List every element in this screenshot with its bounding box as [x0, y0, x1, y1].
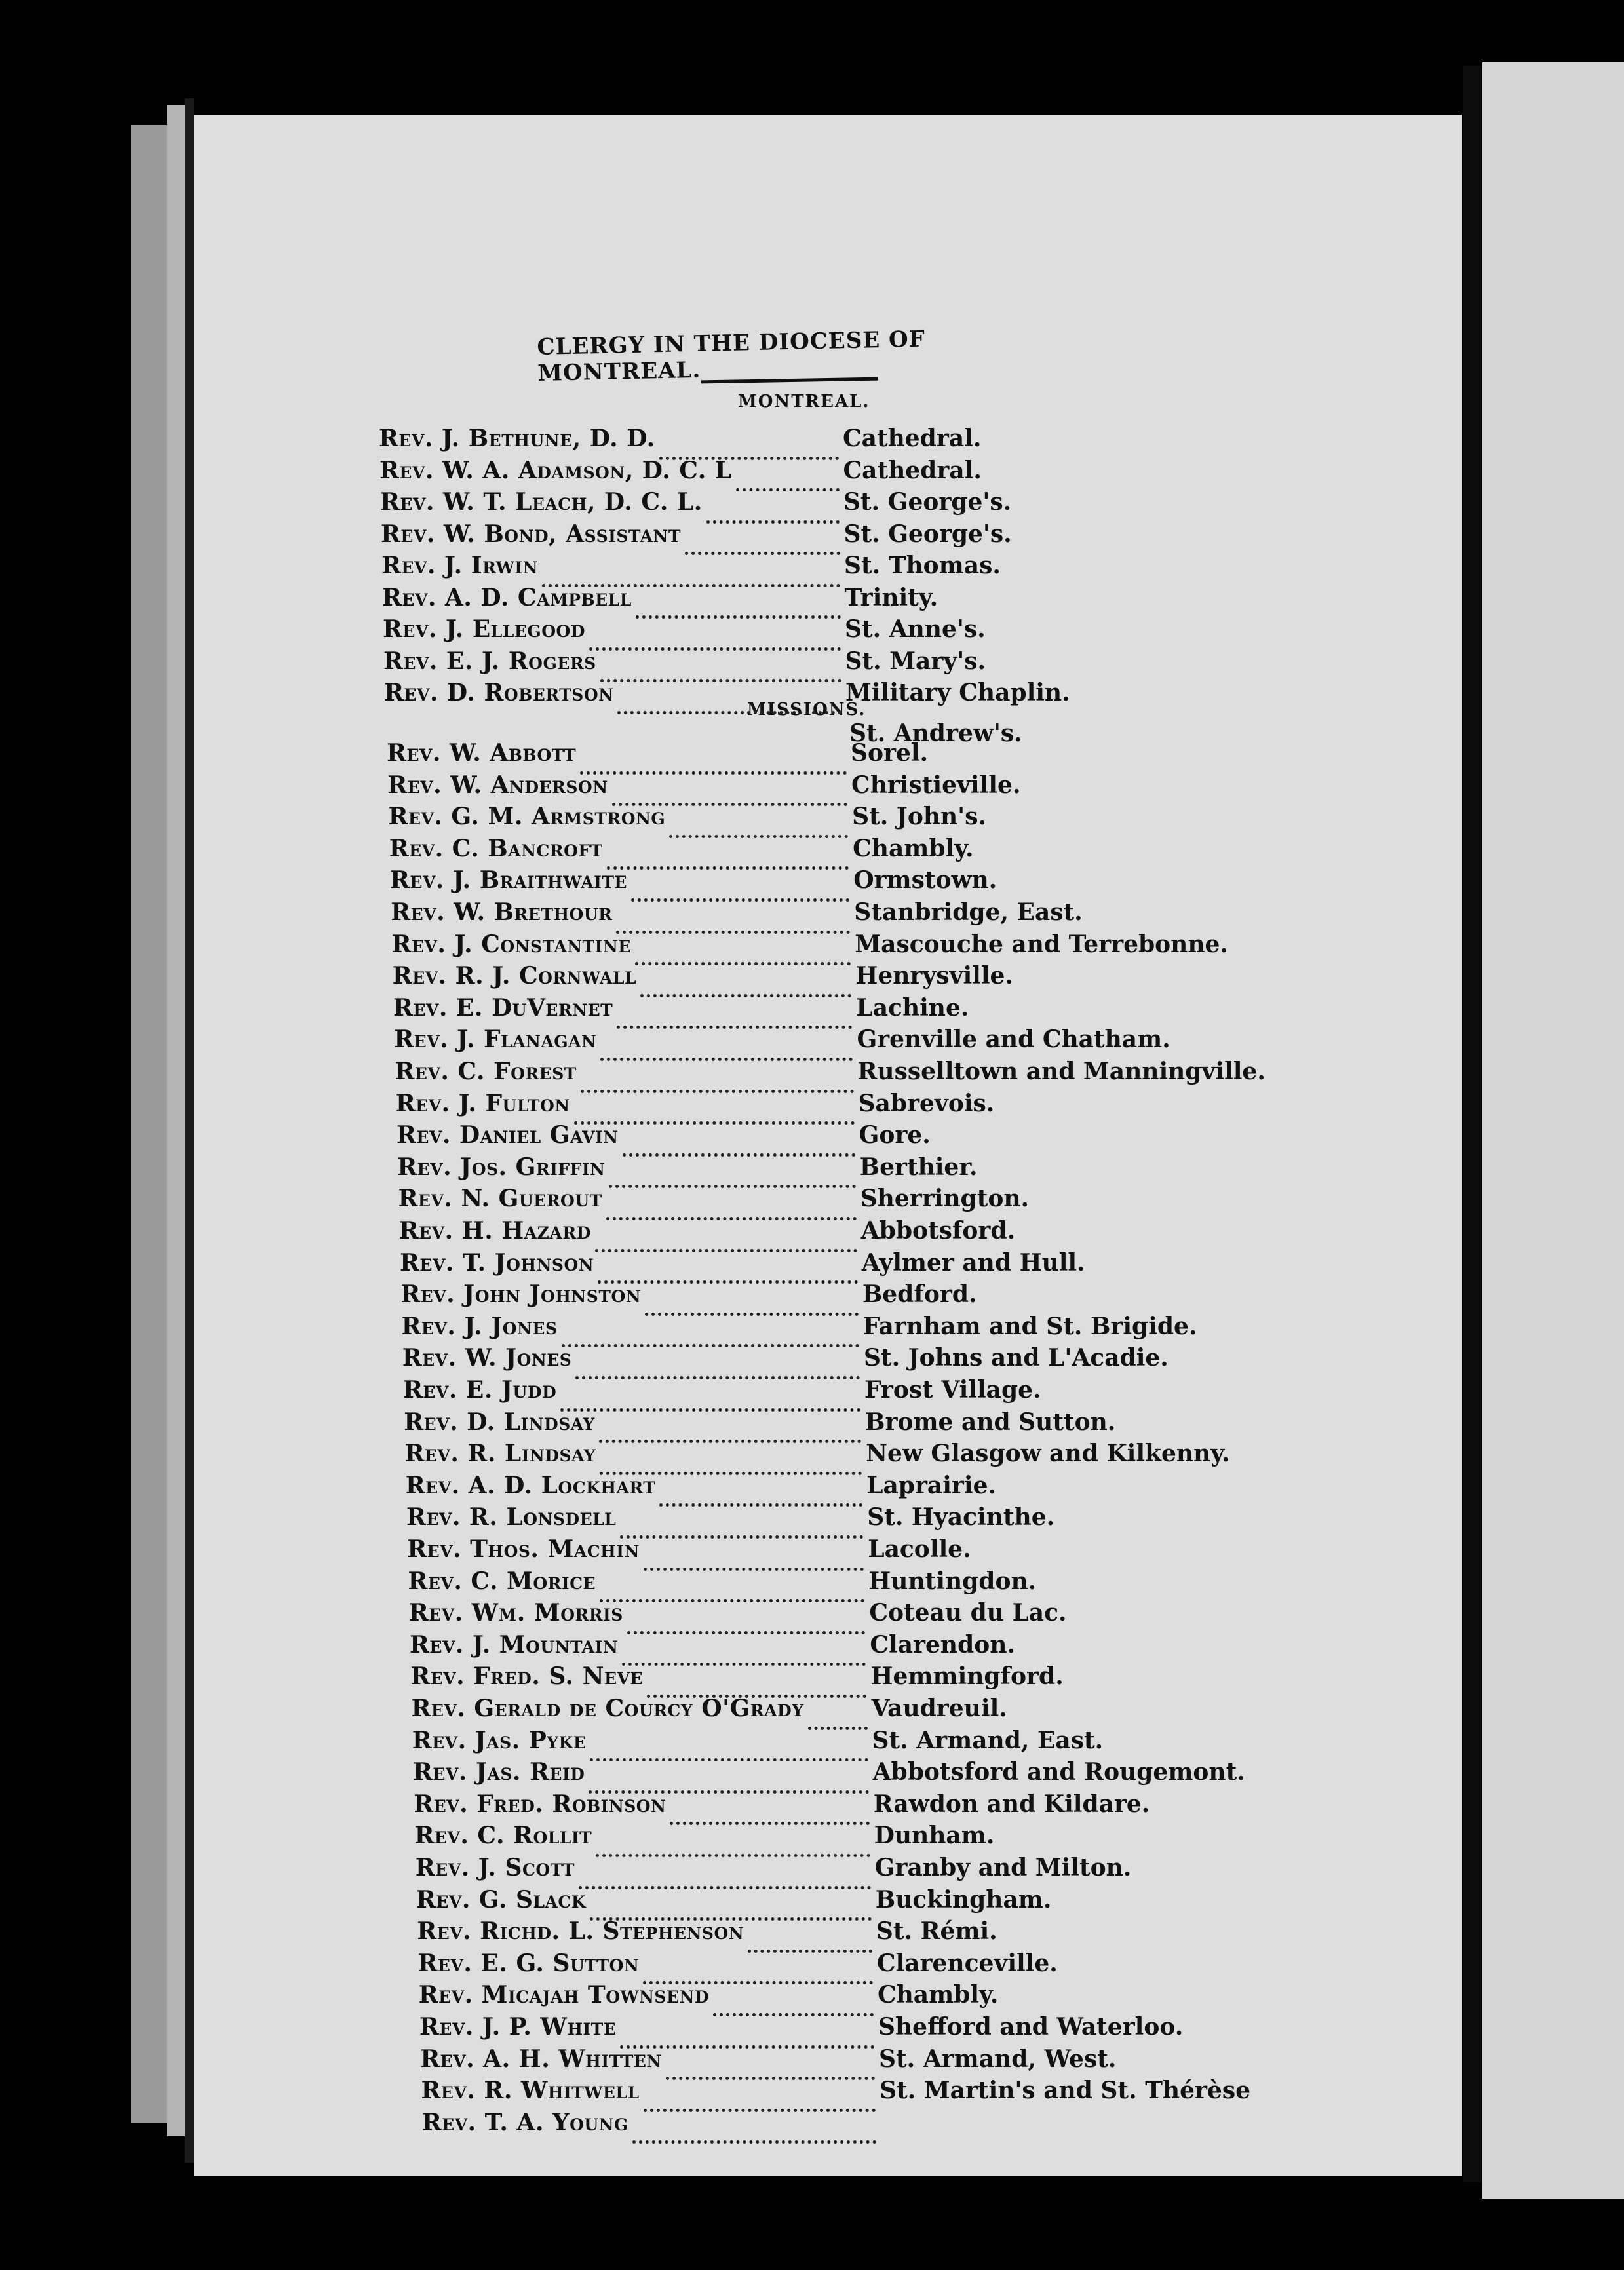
parish-name: St. Armand, East. [872, 1726, 1104, 1754]
clergy-name: Rev. C. Forest [395, 1058, 577, 1085]
clergy-entry [405, 1440, 1325, 1472]
leader-dots [600, 1034, 853, 1061]
leader-dots [590, 1735, 868, 1761]
parish-name: Chambly. [877, 1981, 999, 2009]
clergy-entry [417, 1917, 1335, 1950]
parish-name: Rawdon and Kildare. [873, 1790, 1150, 1818]
parish-name: Sorel. [851, 739, 929, 767]
clergy-name: Rev. J. Irwin [381, 552, 538, 579]
leader-dots [612, 779, 847, 806]
clergy-name: Rev. D. Robertson [384, 679, 614, 706]
clergy-name: Rev. J. Braithwaite [390, 866, 627, 895]
clergy-entry [396, 1090, 1317, 1123]
clergy-entry [415, 1822, 1333, 1855]
leader-dots [590, 1894, 872, 1921]
parish-name: St. George's. [843, 488, 1012, 516]
clergy-name: Rev. John Johnston [400, 1280, 642, 1309]
parish-name: Brome and Sutton. [865, 1408, 1116, 1436]
clergy-entry [409, 1599, 1328, 1632]
leader-dots [713, 1990, 874, 2016]
clergy-entry [412, 1727, 1331, 1760]
clergy-name: Rev. Jos. Griffin [397, 1153, 606, 1181]
parish-name: Russelltown and Manningville. [857, 1058, 1266, 1085]
leader-dots [560, 1385, 860, 1412]
leader-dots [607, 843, 849, 870]
leader-dots [643, 1957, 873, 1984]
parish-name: Abbotsford. [860, 1217, 1016, 1244]
parish-name: St. Anne's. [845, 615, 986, 643]
parish-name: Lachine. [856, 993, 969, 1022]
clergy-entry [408, 1568, 1328, 1600]
clergy-entry [389, 835, 1311, 868]
clergy-name: Rev. H. Hazard [398, 1217, 591, 1244]
clergy-name: Rev. Jas. Reid [413, 1758, 585, 1786]
leader-dots [596, 1830, 870, 1857]
clergy-entry [412, 1695, 1330, 1727]
leader-dots [644, 1544, 864, 1571]
clergy-entry [416, 1886, 1334, 1919]
parish-name: Cathedral. [843, 425, 982, 452]
clergy-name: Rev. Thos. Machin [407, 1535, 640, 1563]
clergy-name: Rev. E. DuVernet [393, 993, 613, 1022]
clergy-entry [396, 1121, 1318, 1154]
parish-name: Clarendon. [870, 1630, 1015, 1659]
leader-dots [562, 1320, 859, 1347]
clergy-name: Rev. D. Lindsay [404, 1408, 595, 1436]
parish-name: St. Armand, West. [879, 2045, 1117, 2073]
clergy-name: Rev. A. D. Campbell [382, 583, 632, 611]
parish-name: Mascouche and Terrebonne. [855, 930, 1228, 958]
leader-dots [579, 1862, 871, 1889]
clergy-entry [394, 1026, 1315, 1058]
clergy-name: Rev. J. P. White [419, 2013, 617, 2041]
clergy-name: Rev. G. M. Armstrong [388, 803, 666, 831]
clergy-name: Rev. Jas. Pyke [412, 1726, 587, 1754]
clergy-name: Rev. C. Rollit [414, 1822, 592, 1850]
leader-dots [659, 1480, 862, 1507]
clergy-name: Rev. R. Lindsay [404, 1440, 596, 1468]
clergy-name: Rev. J. Scott [415, 1854, 575, 1881]
leader-dots [640, 971, 851, 997]
clergy-name: Rev. J. Fulton [395, 1089, 570, 1117]
clergy-entry [403, 1376, 1323, 1409]
parish-name: Christieville. [851, 771, 1021, 799]
clergy-entry [419, 1981, 1336, 2014]
parish-name: Buckingham. [875, 1885, 1052, 1914]
parish-name: Cathedral. [843, 456, 982, 484]
clergy-entry [422, 2109, 1339, 2142]
clergy-name: Rev. W. Jones [402, 1344, 572, 1372]
clergy-name: Rev. J. Mountain [410, 1630, 619, 1659]
clergy-name: Rev. J. Constantine [391, 930, 631, 958]
leader-dots [609, 1161, 855, 1188]
clergy-entry [389, 803, 1311, 836]
parish-name: Aylmer and Hull. [861, 1248, 1085, 1277]
parish-name: Stanbridge, East. [854, 898, 1083, 926]
clergy-entry [418, 1950, 1336, 1982]
section-heading-missions: MISSIONS. [747, 700, 866, 720]
leader-dots [617, 1002, 852, 1029]
clergy-name: Rev. A. H. Whitten [420, 2045, 662, 2073]
clergy-entry [393, 962, 1315, 995]
clergy-name: Rev. C. Bancroft [389, 834, 603, 862]
clergy-entry [391, 898, 1313, 931]
clergy-name: Rev. Fred. S. Neve [410, 1663, 644, 1691]
clergy-entry [400, 1280, 1321, 1313]
parish-name: Farnham and St. Brigide. [862, 1312, 1197, 1340]
parish-name: St. Martin's and St. Thérèse [880, 2077, 1251, 2105]
clergy-name: Rev. Gerald de Courcy O'Grady [411, 1695, 804, 1722]
clergy-name: Rev. E. Judd [403, 1376, 557, 1404]
clergy-name: Rev. J. Bethune, D. D. [379, 425, 655, 452]
leader-dots [645, 1289, 859, 1316]
leader-dots [606, 1193, 857, 1220]
clergy-entry [387, 739, 1309, 772]
parish-name: St. Johns and L'Acadie. [863, 1344, 1169, 1372]
clergy-name: Rev. T. A. Young [421, 2108, 628, 2136]
parish-name: Ormstown. [853, 866, 997, 895]
leader-dots [574, 1098, 855, 1125]
parish-name: Gore. [859, 1121, 931, 1149]
clergy-entry [407, 1535, 1326, 1568]
clergy-name: Rev. Daniel Gavin [396, 1121, 619, 1149]
parish-name: Abbotsford and Rougemont. [872, 1758, 1245, 1786]
clergy-name: Rev. R. Lonsdell [406, 1503, 617, 1531]
clergy-entry [395, 1058, 1317, 1090]
clergy-name: Rev. E. G. Sutton [417, 1949, 640, 1977]
clergy-entry [421, 2077, 1339, 2109]
leader-dots [623, 1130, 855, 1157]
clergy-entry [414, 1790, 1332, 1823]
clergy-entry [390, 866, 1312, 899]
clergy-entry [406, 1503, 1326, 1536]
clergy-name: Rev. Micajah Townsend [418, 1981, 710, 2009]
leader-dots [600, 1575, 864, 1602]
clergy-name: Rev. W. Anderson [387, 771, 608, 799]
parish-name: Huntingdon. [868, 1567, 1037, 1595]
clergy-entry [420, 2045, 1338, 2078]
leader-dots [666, 2053, 875, 2080]
clergy-name: Rev. Wm. Morris [408, 1599, 623, 1627]
parish-name: New Glasgow and Kilkenny. [866, 1440, 1230, 1468]
leader-dots [635, 938, 851, 965]
parish-name: Sherrington. [860, 1185, 1030, 1213]
clergy-name: Rev. R. Whitwell [421, 2077, 640, 2105]
leader-dots [627, 1607, 866, 1634]
clergy-entry [399, 1217, 1320, 1250]
clergy-entry [402, 1344, 1323, 1377]
clergy-entry [393, 994, 1315, 1027]
clergy-name: Rev. W. Bond, Assistant [381, 520, 681, 548]
parish-name: St. Thomas. [844, 552, 1001, 579]
parish-name: Bedford. [862, 1280, 977, 1309]
clergy-name: Rev. G. Slack [416, 1885, 587, 1914]
leader-dots [581, 1066, 854, 1093]
leader-dots [644, 2085, 876, 2112]
clergy-entry [419, 2013, 1337, 2046]
parish-name: Trinity. [844, 583, 938, 611]
parish-name: Henrysville. [855, 962, 1013, 990]
leader-dots [620, 1512, 863, 1539]
parish-name: Chambly. [853, 834, 974, 862]
clergy-name: Rev. J. Ellegood [383, 615, 585, 643]
leader-dots [669, 811, 848, 838]
clergy-entry [416, 1854, 1334, 1887]
clergy-entry [398, 1185, 1319, 1218]
parish-name: Dunham. [874, 1822, 995, 1850]
parish-name: Lacolle. [868, 1535, 971, 1563]
clergy-name: Rev. J. Flanagan [394, 1026, 597, 1054]
clergy-name: Rev. W. T. Leach, D. C. L. [380, 488, 703, 516]
missions-first-place: St. Andrew's. [849, 720, 1022, 747]
page-title: CLERGY IN THE DIOCESE OF MONTREAL. [537, 326, 926, 387]
clergy-name: Rev. Fred. Robinson [414, 1790, 667, 1818]
clergy-entry [402, 1313, 1322, 1345]
clergy-entry [406, 1472, 1325, 1505]
parish-name: Granby and Milton. [874, 1854, 1132, 1881]
clergy-entry [397, 1153, 1318, 1186]
parish-name: Hemmingford. [870, 1663, 1064, 1691]
clergy-entry [410, 1631, 1328, 1664]
clergy-name: Rev. W. A. Adamson, D. C. L [379, 456, 732, 484]
parish-name: Vaudreuil. [871, 1695, 1007, 1722]
parish-name: Sabrevois. [858, 1089, 995, 1117]
clergy-name: Rev. E. J. Rogers [383, 647, 596, 675]
parish-name: Grenville and Chatham. [857, 1026, 1170, 1054]
leader-dots [632, 2117, 876, 2144]
parish-name: Coteau du Lac. [869, 1599, 1067, 1627]
parish-name: St. Rémi. [876, 1917, 997, 1946]
parish-name: St. George's. [843, 520, 1012, 548]
section-heading-montreal: MONTREAL. [738, 392, 870, 412]
leader-dots [616, 907, 850, 934]
clergy-entry [392, 931, 1314, 963]
leader-dots [598, 1257, 858, 1284]
clergy-name: Rev. R. J. Cornwall [392, 962, 637, 990]
leader-dots [622, 1639, 866, 1666]
parish-name: St. Mary's. [845, 647, 986, 675]
leader-dots [575, 1353, 860, 1379]
clergy-name: Rev. A. D. Lockhart [405, 1471, 656, 1499]
leader-dots [808, 1703, 868, 1730]
parish-name: Clarenceville. [876, 1949, 1058, 1977]
leader-dots [631, 875, 849, 902]
clergy-name: Rev. C. Morice [408, 1567, 596, 1595]
clergy-entry [387, 771, 1310, 804]
clergy-entry [400, 1249, 1321, 1282]
clergy-entry [413, 1758, 1332, 1791]
clergy-name: Rev. W. Brethour [391, 898, 613, 926]
leader-dots [589, 1767, 868, 1794]
clergy-name: Rev. T. Johnson [400, 1248, 594, 1277]
clergy-name: Rev. J. Jones [401, 1312, 558, 1340]
leader-dots [600, 1448, 862, 1475]
leader-dots [599, 1416, 861, 1443]
parish-name: Frost Village. [864, 1376, 1041, 1404]
leader-dots [647, 1671, 866, 1698]
parish-name: St. John's. [852, 803, 987, 831]
parish-name: Military Chaplin. [845, 679, 1070, 706]
clergy-entry [404, 1408, 1324, 1441]
clergy-entry [410, 1663, 1329, 1695]
leader-dots [595, 1225, 857, 1252]
leader-dots [620, 2022, 874, 2049]
leader-dots [748, 1926, 872, 1953]
clergy-name: Rev. Richd. L. Stephenson [417, 1917, 744, 1946]
leader-dots [580, 748, 847, 775]
leader-dots [670, 1798, 869, 1825]
parish-name: Berthier. [859, 1153, 978, 1181]
parish-name: Shefford and Waterloo. [878, 2013, 1184, 2041]
clergy-name: Rev. W. Abbott [387, 739, 577, 767]
clergy-name: Rev. N. Guerout [398, 1185, 602, 1213]
parish-name: St. Hyacinthe. [867, 1503, 1055, 1531]
parish-name: Laprairie. [866, 1471, 996, 1499]
